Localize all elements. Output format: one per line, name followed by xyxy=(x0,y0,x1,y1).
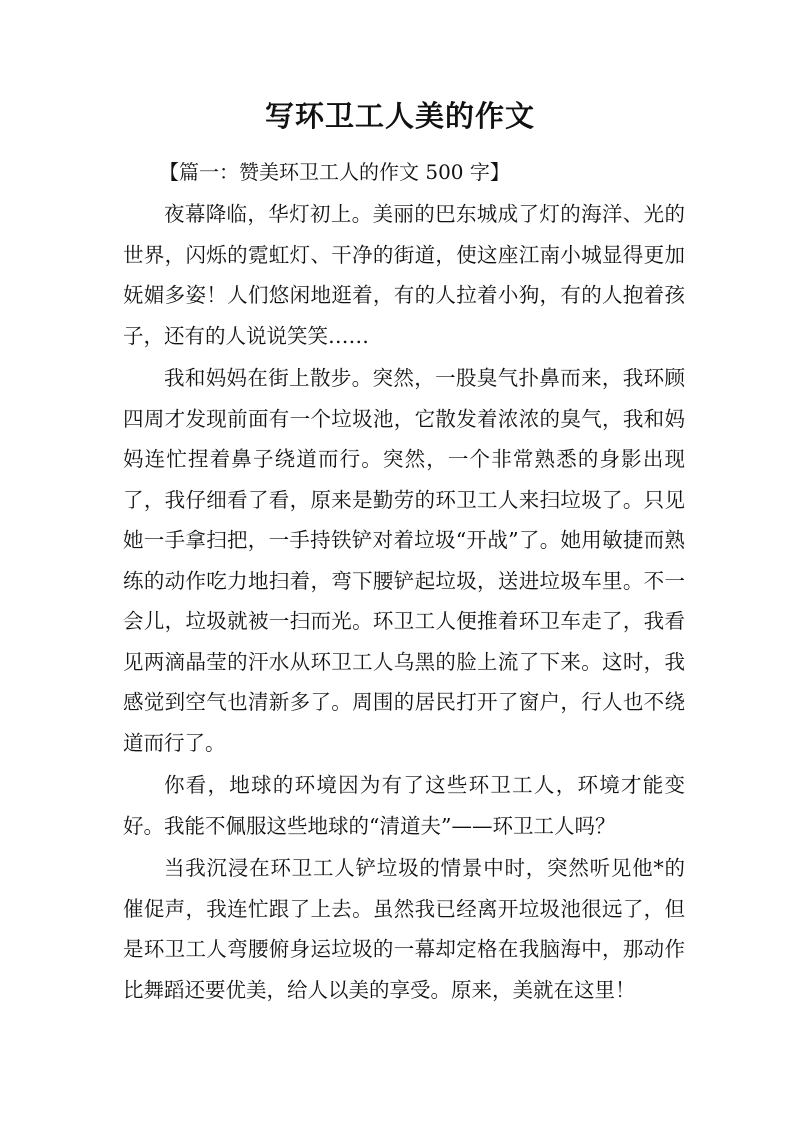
paragraph-3: 你看，地球的环境因为有了这些环卫工人，环境才能变好。我能不佩服这些地球的“清道夫”——环卫工人吗？ xyxy=(123,773,685,838)
paragraph-1: 夜幕降临，华灯初上。美丽的巴东城成了灯的海洋、光的世界，闪烁的霓虹灯、干净的街道，使这座江南小城显得更加妩媚多姿！人们悠闲地逛着，有的人拉着小狗，有的人抱着孩子，还有的人说说笑笑…… xyxy=(123,202,685,348)
paragraph-2: 我和妈妈在街上散步。突然，一股臭气扑鼻而来，我环顾四周才发现前面有一个垃圾池，它散发着浓浓的臭气，我和妈妈连忙捏着鼻子绕道而行。突然，一个非常熟悉的身影出现了，我仔细看了看，原来是勤劳的环卫工人来扫垃圾了。只见她一手拿扫把，一手持铁铲对着垃圾“开战”了。她用敏捷而熟练的动作吃力地扫着，弯下腰铲起垃圾，送进垃圾车里。不一会儿，垃圾就被一扫而光。环卫工人便推着环卫车走了，我看见两滴晶莹的汗水从环卫工人乌黑的脸上流了下来。这时，我感觉到空气也清新多了。周围的居民打开了窗户，行人也不绕道而行了。 xyxy=(123,366,685,755)
section-heading: 【篇一：赞美环卫工人的作文 500 字】 xyxy=(159,160,510,184)
document-title: 写环卫工人美的作文 xyxy=(264,99,535,133)
document-body xyxy=(123,152,685,1010)
paragraph-4: 当我沉浸在环卫工人铲垃圾的情景中时，突然听见他*的催促声，我连忙跟了上去。虽然我已经离开垃圾池很远了，但是环卫工人弯腰俯身运垃圾的一幕却定格在我脑海中，那动作比舞蹈还要优美，给人以美的享受。原来，美就在这里！ xyxy=(123,856,685,1002)
